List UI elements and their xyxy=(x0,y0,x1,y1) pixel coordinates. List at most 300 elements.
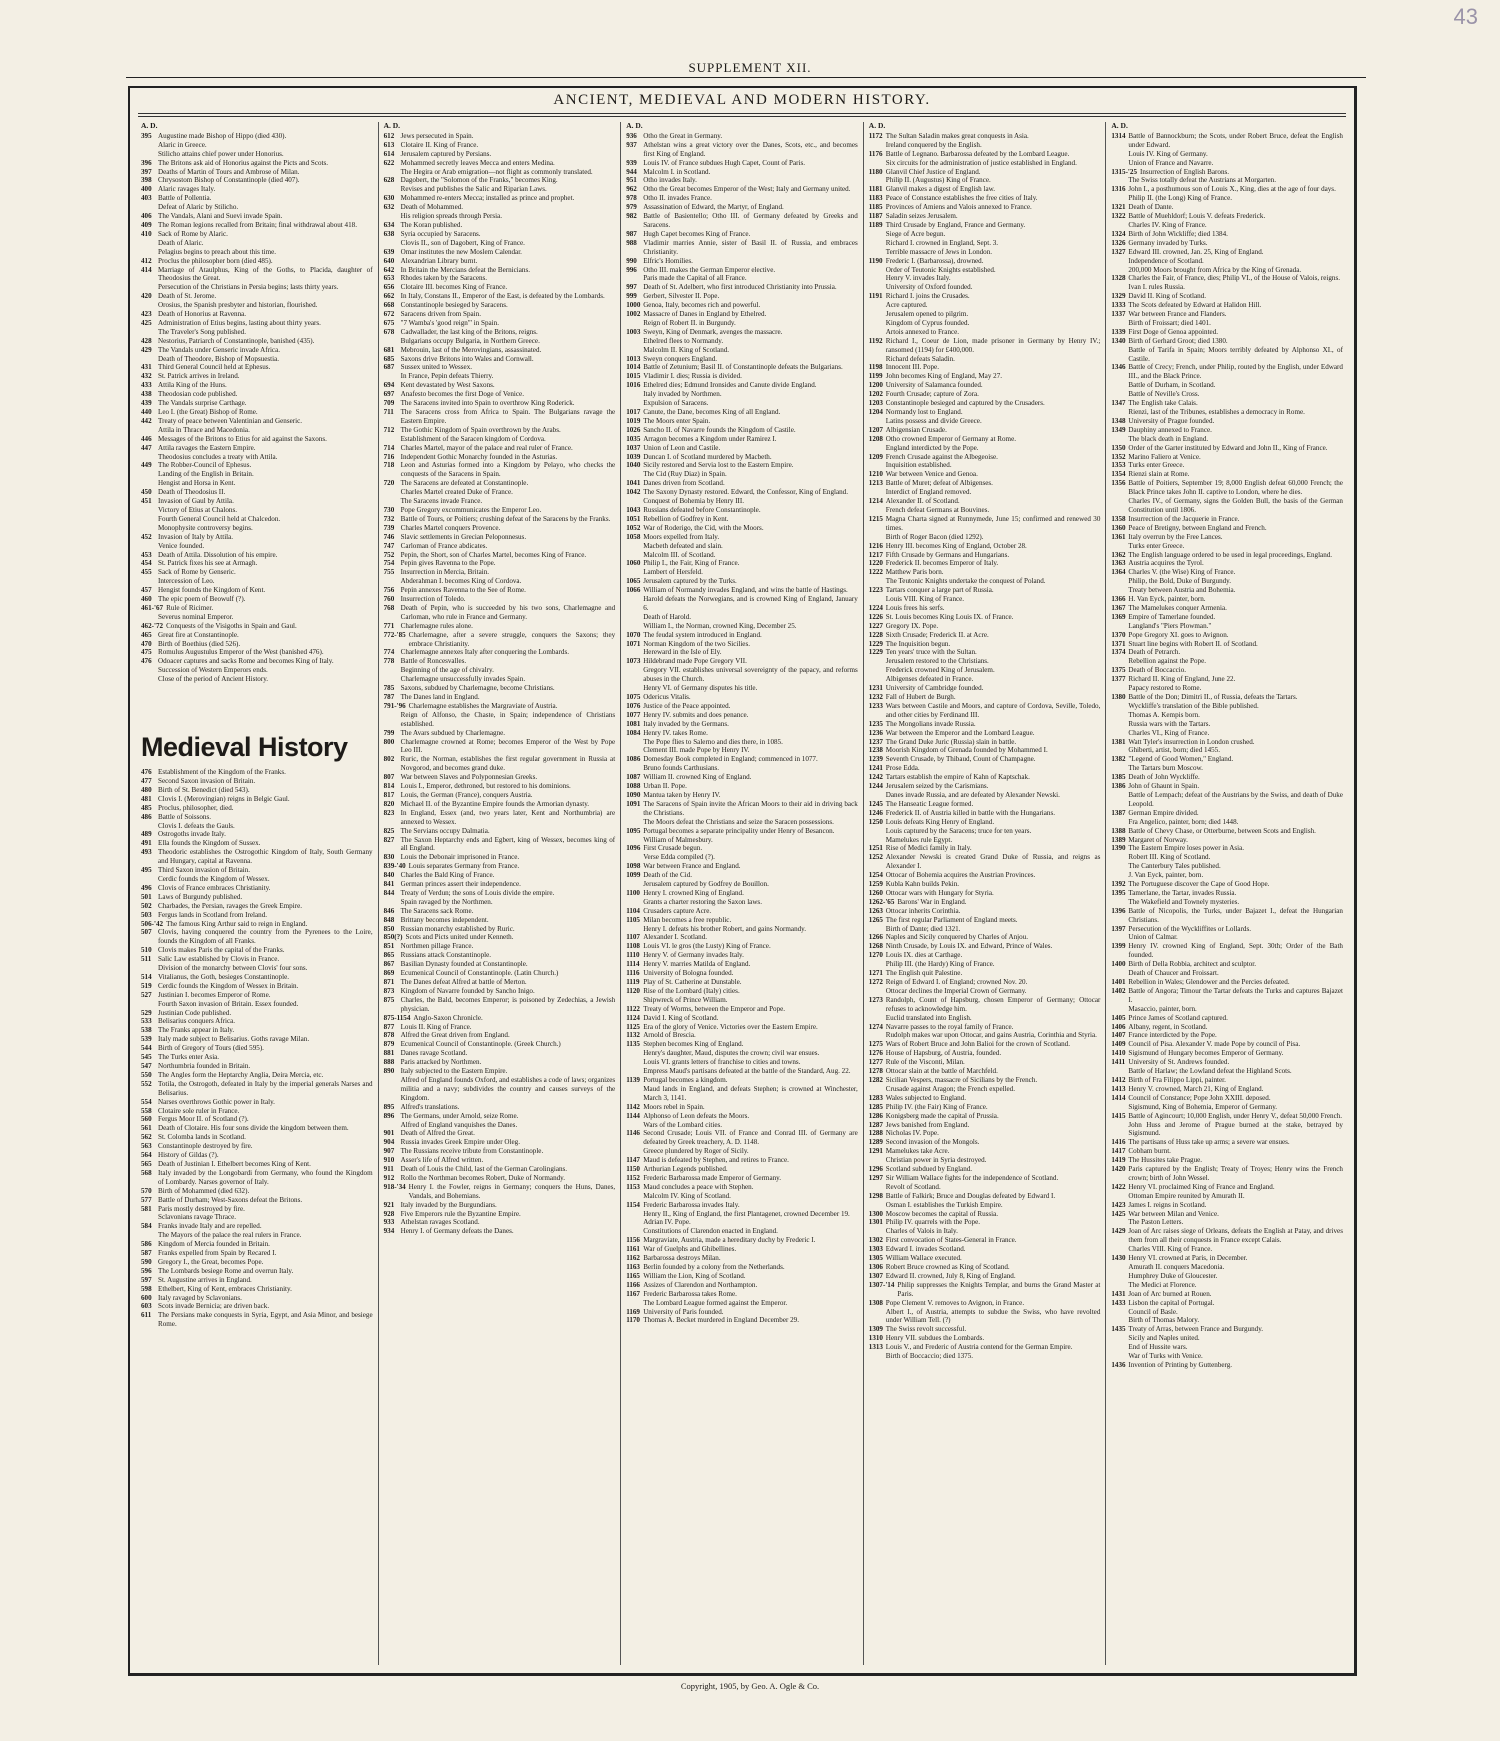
timeline-entry xyxy=(869,470,1101,479)
timeline-entry xyxy=(384,319,616,328)
entry-text: Sclavonians ravage Thrace. xyxy=(158,1213,237,1222)
entry-year xyxy=(626,738,643,747)
entry-year: 1283 xyxy=(868,1093,883,1102)
entry-year: 1242 xyxy=(868,773,883,782)
entry-text: Albert I., of Austria, attempts to subdue the Swiss, who have revolted under William Tell. (?) xyxy=(885,1307,1101,1325)
timeline-entry xyxy=(1111,1103,1343,1112)
timeline-entry xyxy=(626,1112,858,1121)
timeline-entry xyxy=(626,141,858,159)
entry-year xyxy=(141,248,158,257)
timeline-entry xyxy=(1111,818,1343,827)
entry-text: Amurath II. conquers Macedonia. xyxy=(1128,1263,1225,1271)
entry-text: Third Saxon invasion of Britain. xyxy=(158,866,251,875)
timeline-entry xyxy=(141,648,373,657)
entry-year: 481 xyxy=(141,794,152,803)
entry-text: Orosius, the Spanish presbyter and historian, flourished. xyxy=(158,301,318,310)
entry-text: Italy invaded by the Burgundians. xyxy=(400,1200,497,1209)
entry-year: 1277 xyxy=(868,1058,883,1067)
entry-text: Jerusalem captured by Persians. xyxy=(400,149,492,158)
timeline-entry xyxy=(869,1174,1101,1183)
entry-year: 1321 xyxy=(1111,203,1126,212)
entry-text: Massacre of Danes in England by Ethelred. xyxy=(643,310,767,319)
timeline-entry xyxy=(1111,230,1343,239)
timeline-entry xyxy=(384,969,616,978)
timeline-entry xyxy=(626,551,858,560)
entry-text: Milan becomes a free republic. xyxy=(643,915,732,924)
entry-text: Paris mostly destroyed by fire. xyxy=(158,1204,245,1213)
entry-text: Kingdom of Navarre founded by Sancho Inigo. xyxy=(400,986,535,995)
entry-text: Independent Gothic Monarchy founded in the Asturias. xyxy=(400,452,558,461)
timeline-entry xyxy=(384,551,616,560)
timeline-entry xyxy=(384,898,616,907)
timeline-entry xyxy=(869,791,1101,800)
entry-text: Expulsion of Saracens. xyxy=(643,399,709,408)
entry-text: Domesday Book completed in England; commenced in 1077. xyxy=(643,755,818,764)
entry-text: Union of Calmar. xyxy=(1128,933,1178,942)
entry-text: Peace of Constance establishes the free cities of Italy. xyxy=(885,194,1038,203)
entry-year: 878 xyxy=(383,1031,395,1040)
entry-text: Chrysostom Bishop of Constantinople (died 407). xyxy=(158,176,300,185)
entry-text: Arnold of Brescia. xyxy=(643,1031,696,1040)
entry-year: 1364 xyxy=(1111,568,1126,577)
entry-text: Austria acquires the Tyrol. xyxy=(1128,559,1204,568)
entry-text: The Mamelukes conquer Armenia. xyxy=(1128,603,1227,612)
timeline-entry xyxy=(869,613,1101,622)
timeline-entry xyxy=(141,1071,373,1080)
timeline-entry xyxy=(869,1201,1101,1210)
entry-text: The English take Calais. xyxy=(1128,399,1198,408)
entry-text: Stilicho attains chief power under Honorius. xyxy=(158,149,284,158)
entry-text: Ireland conquered by the English. xyxy=(885,140,982,149)
timeline-entry xyxy=(869,444,1101,453)
timeline-entry xyxy=(626,1040,858,1049)
entry-text: History of Gildas (?). xyxy=(158,1151,219,1160)
entry-text: Marino Faliero at Venice. xyxy=(1128,452,1201,461)
timeline-entry xyxy=(1111,1192,1343,1201)
timeline-entry xyxy=(869,408,1101,417)
entry-text: Battle of Neville's Cross. xyxy=(1128,390,1200,399)
entry-text: Third General Council held at Ephesus. xyxy=(158,363,271,372)
entry-year xyxy=(626,1147,643,1156)
timeline-entry xyxy=(1111,185,1343,194)
entry-text: Clovis of France embraces Christianity. xyxy=(158,883,271,892)
entry-text: Louis IV. King of Germany. xyxy=(1128,149,1208,158)
entry-year: 1039 xyxy=(626,452,641,461)
entry-year: 564 xyxy=(141,1151,152,1160)
entry-text: Paris made the Capital of all France. xyxy=(643,274,747,283)
entry-year xyxy=(384,497,401,506)
timeline-entry xyxy=(141,640,373,649)
entry-text: Louis separates Germany from France. xyxy=(408,862,520,871)
entry-text: Louis VI. le gros (the Lusty) King of France. xyxy=(643,942,771,951)
timeline-entry xyxy=(141,822,373,831)
entry-text: Konigsberg made the capital of Prussia. xyxy=(885,1111,999,1120)
entry-year: 827 xyxy=(383,835,395,844)
timeline-entry xyxy=(1111,1094,1343,1103)
entry-text: The Britons ask aid of Honorius against the Picts and Scots. xyxy=(158,158,329,167)
entry-text: The partisans of Huss take up arms; a severe war ensues. xyxy=(1128,1138,1290,1147)
entry-year xyxy=(141,506,158,515)
timeline-entry xyxy=(384,230,616,239)
entry-year xyxy=(626,1067,643,1076)
entry-year: 501 xyxy=(141,892,152,901)
entry-text: Frederick crowned King of Jerusalem. xyxy=(885,666,995,675)
timeline-entry xyxy=(1111,497,1343,515)
timeline-entry xyxy=(384,1049,616,1058)
timeline-entry xyxy=(141,470,373,479)
entry-text: The Portuguese discover the Cape of Good Hope. xyxy=(1128,880,1270,889)
entry-year: 1388 xyxy=(1111,826,1126,835)
entry-year: 778 xyxy=(383,657,395,666)
entry-year xyxy=(384,372,401,381)
entry-year: 756 xyxy=(383,586,395,595)
timeline-entry xyxy=(869,1031,1101,1040)
timeline-entry xyxy=(626,568,858,577)
entry-year: 1215 xyxy=(868,514,883,523)
entry-text: The Persians make conquests in Syria, Egypt, and Asia Minor, and besiege Rome. xyxy=(158,1311,373,1329)
entry-text: Adrian IV. Pope. xyxy=(643,1218,691,1227)
timeline-column-5 xyxy=(1106,122,1348,1665)
entry-text: Athelstan ravages Scotland. xyxy=(400,1218,480,1227)
timeline-entry xyxy=(626,426,858,435)
entry-year xyxy=(141,1213,158,1222)
timeline-entry xyxy=(384,827,616,836)
title-rule-double xyxy=(138,116,1346,117)
entry-year: 939 xyxy=(626,158,637,167)
entry-year: 1287 xyxy=(868,1120,883,1129)
entry-year: 1125 xyxy=(626,1022,640,1031)
timeline-entry xyxy=(1111,1112,1343,1121)
entry-text: Constitutions of Clarendon enacted in England. xyxy=(643,1227,778,1236)
timeline-entry xyxy=(626,720,858,729)
entry-text: Tartars establish the empire of Kahn of Kaptschak. xyxy=(885,773,1030,782)
timeline-entry xyxy=(1111,1147,1343,1156)
entry-year: 485 xyxy=(141,803,152,812)
entry-year: 493 xyxy=(141,848,152,857)
timeline-entry xyxy=(626,212,858,230)
entry-text: Rebellion of Godfrey in Kent. xyxy=(643,514,729,523)
entry-text: Clovis I. defeats the Gauls. xyxy=(158,821,235,830)
timeline-entry xyxy=(141,1133,373,1142)
entry-text: Justice of the Peace appointed. xyxy=(643,701,731,710)
entry-text: Alexandrian Library burnt. xyxy=(400,256,478,265)
timeline-entry xyxy=(869,622,1101,631)
entry-text: Second Crusade; Louis VII. of France and Conrad III. of Germany are defeated by Greek treachery, A. D. 1148. xyxy=(643,1129,858,1147)
entry-text: Louis defeats King Henry of England. xyxy=(885,817,995,826)
timeline-entry xyxy=(869,640,1101,649)
timeline-entry xyxy=(141,1035,373,1044)
entry-text: Robert III. King of Scotland. xyxy=(1128,853,1211,862)
timeline-entry xyxy=(384,426,616,435)
timeline-entry xyxy=(141,1276,373,1285)
entry-text: Battle of Tours, or Poitiers; crushing defeat of the Saracens by the Franks. xyxy=(400,514,611,523)
entry-text: Louis, the German (France), conquers Austria. xyxy=(400,790,533,799)
timeline-entry xyxy=(384,925,616,934)
timeline-entry xyxy=(384,675,616,684)
entry-year: 486 xyxy=(141,812,152,821)
timeline-entry xyxy=(626,337,858,346)
entry-year xyxy=(141,964,158,973)
timeline-entry xyxy=(1111,1049,1343,1058)
entry-text: Tamerlane, the Tartar, invades Russia. xyxy=(1128,888,1237,897)
entry-year: 442 xyxy=(141,416,152,425)
entry-text: Asser's life of Alfred written. xyxy=(400,1156,484,1165)
entry-year xyxy=(141,542,158,551)
timeline-entry xyxy=(1111,1263,1343,1272)
entry-year: 529 xyxy=(141,1008,152,1017)
entry-text: The Saracens invited into Spain to overthrow King Roderick. xyxy=(400,399,575,408)
entry-text: Danes ravage Scotland. xyxy=(400,1049,468,1058)
entry-year: 1314 xyxy=(1111,131,1126,140)
entry-year: 1152 xyxy=(626,1173,640,1182)
entry-year: 414 xyxy=(141,265,152,274)
entry-text: Moors expelled from Italy. xyxy=(643,532,720,541)
entry-text: Birth of Boccaccio; died 1375. xyxy=(885,1352,974,1361)
entry-year: 754 xyxy=(383,559,395,568)
timeline-entry xyxy=(1111,1272,1343,1281)
entry-year: 936 xyxy=(626,131,637,140)
entry-text: Carloman of France abdicates. xyxy=(400,541,488,550)
entry-text: Charles Martel, mayor of the palace and real ruler of France. xyxy=(400,443,573,452)
entry-text: Cerdic founds the Kingdom of Wessex in Britain. xyxy=(158,981,299,990)
timeline-entry xyxy=(869,738,1101,747)
timeline-entry xyxy=(869,729,1101,738)
entry-year xyxy=(1111,871,1128,880)
timeline-entry xyxy=(141,1187,373,1196)
timeline-entry xyxy=(1111,1281,1343,1290)
entry-text: Rudolph makes war upon Ottocar, and gains Austria, Corinthia and Styria. xyxy=(885,1031,1097,1040)
timeline-entry xyxy=(141,203,373,212)
entry-year: 1326 xyxy=(1111,238,1126,247)
entry-year: 1035 xyxy=(626,434,641,443)
entry-text: Urban II. Pope. xyxy=(643,782,687,791)
entry-year: 933 xyxy=(383,1218,395,1227)
entry-text: Charlemagne annexes Italy after conquering the Lombards. xyxy=(400,648,570,657)
entry-year: 539 xyxy=(141,1035,152,1044)
entry-year xyxy=(869,791,886,800)
entry-text: Robert Bruce crowned as King of Scotland. xyxy=(885,1263,1010,1271)
entry-year xyxy=(869,488,886,497)
timeline-entry xyxy=(626,1183,858,1192)
entry-year xyxy=(869,176,886,185)
entry-year: 554 xyxy=(141,1097,152,1106)
entry-text: Sack of Rome by Genseric. xyxy=(158,568,236,577)
timeline-entry xyxy=(141,497,373,506)
timeline-entry xyxy=(141,622,373,631)
entry-text: In France, Pepin defeats Thierry. xyxy=(400,372,494,381)
entry-text: Alexander II. of Scotland. xyxy=(885,497,960,506)
entry-text: Jerusalem opened to pilgrim. xyxy=(885,310,969,319)
timeline-entry xyxy=(869,925,1101,934)
entry-text: Nestorius, Patriarch of Constantinople, banished (435). xyxy=(158,336,315,345)
entry-year xyxy=(626,1058,643,1067)
entry-text: The Saracens sack Rome. xyxy=(400,906,474,915)
entry-text: War between Venice and Genoa. xyxy=(885,470,978,479)
entry-year: 1380 xyxy=(1111,693,1126,701)
entry-year xyxy=(384,711,401,729)
timeline-entry xyxy=(1111,301,1343,310)
entry-year: 1340 xyxy=(1111,336,1126,345)
entry-year: 739 xyxy=(383,523,395,532)
timeline-entry xyxy=(384,168,616,177)
entry-text: The Traveler's Song published. xyxy=(158,327,246,336)
entry-text: Death of Justinian I. Ethelbert becomes King of Kent. xyxy=(158,1159,311,1168)
entry-year: 565 xyxy=(141,1159,152,1168)
entry-year xyxy=(626,836,643,845)
entry-year xyxy=(141,875,158,884)
timeline-entry xyxy=(384,497,616,506)
entry-year: 514 xyxy=(141,972,152,981)
timeline-entry xyxy=(869,960,1101,969)
entry-text: Alfred the Great driven from England. xyxy=(400,1031,510,1040)
timeline-entry xyxy=(141,346,373,355)
timeline-entry xyxy=(141,1142,373,1151)
entry-year: 979 xyxy=(626,203,637,212)
timeline-entry xyxy=(626,301,858,310)
entry-year: 452 xyxy=(141,532,152,541)
entry-text: Magna Charta signed at Runnymede, June 15; confirmed and renewed 30 times. xyxy=(885,514,1101,532)
timeline-entry xyxy=(1111,239,1343,248)
entry-year xyxy=(141,301,158,310)
entry-year: 1260 xyxy=(868,888,883,897)
entry-year: 1417 xyxy=(1111,1147,1126,1156)
entry-year: 1232 xyxy=(868,693,883,701)
entry-year: 1202 xyxy=(868,390,883,399)
timeline-entry xyxy=(626,408,858,417)
timeline-entry xyxy=(141,1311,373,1329)
entry-text: Sweyn, King of Denmark, avenges the massacre. xyxy=(643,327,783,336)
timeline-entry xyxy=(141,928,373,946)
entry-text: Ella founds the Kingdom of Sussex. xyxy=(158,839,261,848)
timeline-entry xyxy=(1111,212,1343,221)
entry-year: 867 xyxy=(383,960,395,969)
entry-year: 1303 xyxy=(868,1245,883,1254)
entry-text: Battle of Muehldorf; Louis V. defeats Frederick. xyxy=(1128,212,1266,221)
timeline-entry xyxy=(384,524,616,533)
entry-text: The Danes land in England. xyxy=(400,693,480,701)
entry-year xyxy=(1111,1245,1128,1254)
entry-text: Rienzi slain at Rome. xyxy=(1128,470,1190,479)
timeline-entry xyxy=(626,390,858,399)
entry-text: Albigensian Crusade. xyxy=(885,425,947,434)
entry-text: David I. King of Scotland. xyxy=(643,1013,719,1022)
timeline-entry xyxy=(384,194,616,203)
entry-text: Russian monarchy established by Ruric. xyxy=(400,924,515,933)
entry-text: Henry III. becomes King of England, October 28. xyxy=(885,541,1027,550)
entry-text: Maud lands in England, and defeats Stephen; is crowned at Winchester, March 3, 1141. xyxy=(643,1084,858,1102)
timeline-entry xyxy=(869,497,1101,506)
entry-text: Battle of Poitiers, September 19; 8,000 English defeat 60,000 French; the Black Prince takes John II. captive to London, where he dies. xyxy=(1128,479,1343,497)
timeline-entry xyxy=(384,702,616,711)
entry-text: William of Malmesbury. xyxy=(643,835,713,844)
timeline-entry xyxy=(384,1147,616,1156)
entry-text: Leo I. (the Great) Bishop of Rome. xyxy=(158,408,258,416)
timeline-entry xyxy=(869,1272,1101,1281)
entry-year xyxy=(1111,1067,1128,1076)
timeline-entry xyxy=(384,159,616,168)
entry-text: Navarre passes to the royal family of France. xyxy=(885,1022,1014,1031)
entry-text: Genoa, Italy, becomes rich and powerful. xyxy=(643,301,761,310)
entry-text: Margaret of Norway. xyxy=(1128,835,1188,844)
entry-year: 1040 xyxy=(626,461,641,470)
timeline-entry xyxy=(141,964,373,973)
timeline-entry xyxy=(384,266,616,275)
entry-year: 1278 xyxy=(868,1067,883,1076)
timeline-entry xyxy=(384,729,616,738)
entry-text: Treaty of Arras, between France and Burgundy. xyxy=(1128,1325,1264,1334)
entry-text: Rebellion against the Pope. xyxy=(1128,657,1206,666)
timeline-entry xyxy=(626,506,858,515)
timeline-entry xyxy=(1111,1218,1343,1227)
entry-text: The Eastern Empire loses power in Asia. xyxy=(1128,844,1245,853)
entry-text: Russia wars with the Tartars. xyxy=(1128,719,1211,728)
entry-year: 410 xyxy=(141,229,152,238)
entry-text: Battle of Durham; West-Saxons defeat the Britons. xyxy=(158,1195,303,1204)
timeline-entry xyxy=(1111,675,1343,684)
entry-text: The Franks appear in Italy. xyxy=(158,1026,235,1035)
timeline-entry xyxy=(384,399,616,408)
timeline-entry xyxy=(869,453,1101,462)
timeline-entry xyxy=(384,933,616,942)
timeline-entry xyxy=(141,1026,373,1035)
timeline-entry xyxy=(626,800,858,818)
entry-year xyxy=(384,666,401,675)
entry-year: 1362 xyxy=(1111,550,1126,559)
timeline-entry xyxy=(869,479,1101,488)
timeline-entry xyxy=(384,515,616,524)
entry-text: Administration of Etius begins, lasting about thirty years. xyxy=(158,318,321,327)
entry-year: 1402 xyxy=(1111,986,1126,995)
entry-year: 1386 xyxy=(1111,782,1126,791)
entry-text: St. Louis becomes King Louis IX. of France. xyxy=(885,612,1014,621)
entry-year: 603 xyxy=(141,1302,152,1311)
entry-text: Death of Honorius at Ravenna. xyxy=(158,310,247,319)
entry-text: War between France and England. xyxy=(643,862,741,871)
entry-year: 1041 xyxy=(626,479,641,488)
entry-year: 446 xyxy=(141,434,152,443)
timeline-entry xyxy=(1111,515,1343,524)
entry-year: 1076 xyxy=(626,701,641,710)
entry-year xyxy=(141,1000,158,1009)
entry-year: 841 xyxy=(383,880,395,889)
entry-text: Saracens driven from Spain. xyxy=(400,310,481,319)
era-label: A. D. xyxy=(1111,122,1128,130)
timeline-entry xyxy=(626,764,858,773)
entry-year: 622 xyxy=(383,158,395,167)
entry-year: 1217 xyxy=(868,550,883,559)
entry-year xyxy=(869,417,886,426)
entry-year: 545 xyxy=(141,1053,152,1062)
entry-year: 996 xyxy=(626,265,637,274)
entry-text: University of Paris founded. xyxy=(643,1307,724,1316)
timeline-entry xyxy=(626,755,858,764)
entry-year: 1307 xyxy=(868,1271,883,1280)
timeline-entry xyxy=(626,470,858,479)
entry-year xyxy=(1111,221,1128,230)
entry-text: Franks expelled from Spain by Recared I. xyxy=(158,1249,277,1258)
entry-year: 1270 xyxy=(868,951,883,960)
timeline-entry xyxy=(1111,159,1343,168)
entry-year: 640 xyxy=(383,256,395,265)
entry-text: Marriage of Ataulphus, King of the Goths, to Placida, daughter of Theodosius the Great. xyxy=(158,265,373,283)
entry-year: 425 xyxy=(141,318,152,327)
timeline-entry xyxy=(626,1263,858,1272)
entry-year: 1405 xyxy=(1111,1013,1126,1022)
entry-year: 1132 xyxy=(626,1031,640,1040)
entry-year: 768 xyxy=(383,603,395,612)
entry-text: Papacy restored to Rome. xyxy=(1128,684,1202,693)
timeline-entry xyxy=(141,1222,373,1231)
